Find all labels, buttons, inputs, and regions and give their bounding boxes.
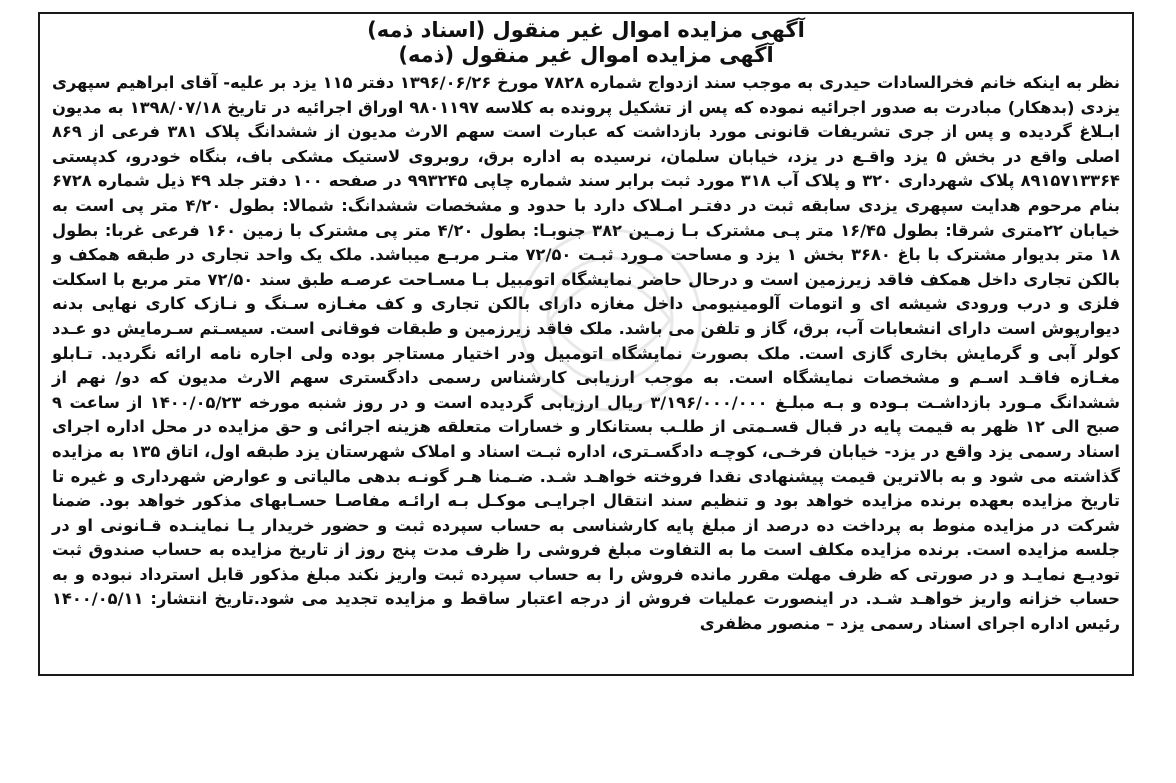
notice-title-line-1: آگهی مزایده اموال غیر منقول (اسناد ذمه) — [367, 18, 805, 42]
auction-notice — [38, 12, 1134, 676]
notice-body-text: نظر به اینکه خانم فخرالسادات حیدری به موجب سند ازدواج شماره ۷۸۲۸ مورخ ۱۳۹۶/۰۶/۲۶ دفتر ۱۱۵ یزد بر علیه- آقای ابراهیم سپهری یزدی (بدهکار) مبادرت به صدور اجرائیه نموده که پس از تشکیل پرونده به کلاسه ۹۸۰۱۱۹۷ اوراق اجرائیه در تاریخ ۱۳۹۸/۰۷/۱۸ به مدیون ابـلاغ گردیده و پس از جری تشریفات قانونی مورد بازداشت که عبارت است سهم الارث مدیون از ششدانگ پلاک ۳۸۱ فرعی از ۸۶۹ اصلی واقع در بخش ۵ یزد واقـع در یزد، خیابان سلمان، نرسیده به اداره برق، روبروی لاستیک مشکی باف، بنگاه خودرو، کدپستی ۸۹۱۵۷۱۳۳۶۴ پلاک شهرداری ۳۲۰ و پلاک آب ۳۱۸ مورد ثبت برابر سند شماره چاپی ۹۹۳۲۴۵ در صفحه ۱۰۰ دفتر جلد ۴۹ ذیل شماره ۶۷۲۸ بنام مرحوم هدایت سپهری یزدی سابقه ثبت در دفتـر امـلاک دارد با حدود و مشخصات ششدانگ: شمالا: بطول ۴/۲۰ متر پی است به خیابان ۲۲متری شرقا: بطول ۱۶/۴۵ متر پـی مشترک بـا زمـین ۳۸۲ جنوبـا: بطول ۴/۲۰ متر پی مشترک با زمین ۱۶۰ فرعی غربا: بطول ۱۸ متر بدیوار مشترک با باغ ۳۶۸۰ بخش ۱ یزد و مساحت مـورد ثبـت ۷۲/۵۰ متـر مربـع میباشد. ملک یک واحد تجاری در طبقه همکف و بالکن تجاری داخل همکف فاقد زیرزمین است و درحال حاضر نمایشگاه اتومبیل بـا مسـاحت عرصـه طبق سند ۷۲/۵۰ متر مربع با اسکلت فلزی و درب ورودی شیشه ای و اتومات آلومینیومی داخل مغازه دارای بالکن تجاری و کف مغـازه سـنگ و نـازک کاری نهایی بدنه دیوارپوش است دارای انشعابات آب، برق، گاز و تلفن می باشد. ملک فاقد زیرزمین و طبقات فوقانی است. سیسـتم سـرمایش دو عـدد کولر آبی و گرمایش بخاری گازی است. ملک بصورت نمایشگاه اتومبیل ودر اختیار مستاجر بوده ولی اجاره نامه ارائه نگردید. تـابلو مغـازه فاقـد اسـم و مشخصات نمایشگاه است. به موجب ارزیابی کارشناس رسمی دادگستری سهم الارث مدیون که دو/ نهم از ششدانگ مـورد بازداشـت بـوده و بـه مبلـغ ۳/۱۹۶/۰۰۰/۰۰۰ ریال ارزیابی گردیده است و در روز شنبه مورخه ۱۴۰۰/۰۵/۲۳ از ساعت ۹ صبح الی ۱۲ ظهر به قیمت پایه در قبال قسـمتی از طلـب بستانکار و خسارات متعلقه هزینه اجرائی و حق مزایده در محل اداره اجرای اسناد رسمی یزد واقع در یزد- خیابان فرخـی، کوچـه دادگسـتری، اداره ثبـت اسناد و املاک شهرستان یزد طبقه اول، اتاق ۱۳۵ به مزایده گذاشته می شود و به بالاترین قیمت پیشنهادی نقدا فروخته خواهـد شـد. ضـمنا هـر گونـه بدهی مالیاتی و عوارض شهرداری و غیره تا تاریخ مزایده بعهده برنده مزایده خواهد بود و تنظیم سند انتقال اجرایـی موکـل بـه ارائـه مفاصـا حسـابهای مذکور خواهد بود. ضمنا شرکت در مزایده منوط به پرداخت ده درصد از مبلغ پایه کارشناسی به حساب سپرده ثبت و حضور خریدار یـا نماینـده قـانونی او در جلسه مزایده است. برنده مزایده مکلف است ما به التفاوت مبلغ فروشی را ظرف مدت پنج روز از تاریخ مزایده به حساب صندوق ثبت تودیـع نمایـد و در صورتی که ظرف مهلت مقرر مانده فروش را به حساب سپرده ثبت واریز نکند مبلغ مذکور قابل استرداد نبوده و به حساب خزانه واریز خواهـد شـد. در اینصورت عملیات فروش از درجه اعتبار ساقط و مزایده تجدید می شود.تاریخ انتشار: ۱۴۰۰/۰۵/۱۱ رئیس اداره اجرای اسناد رسمی یزد – منصور مظفری — [52, 73, 1121, 634]
notice-title-line-2: آگهی مزایده اموال غیر منقول (ذمه) — [398, 43, 774, 67]
